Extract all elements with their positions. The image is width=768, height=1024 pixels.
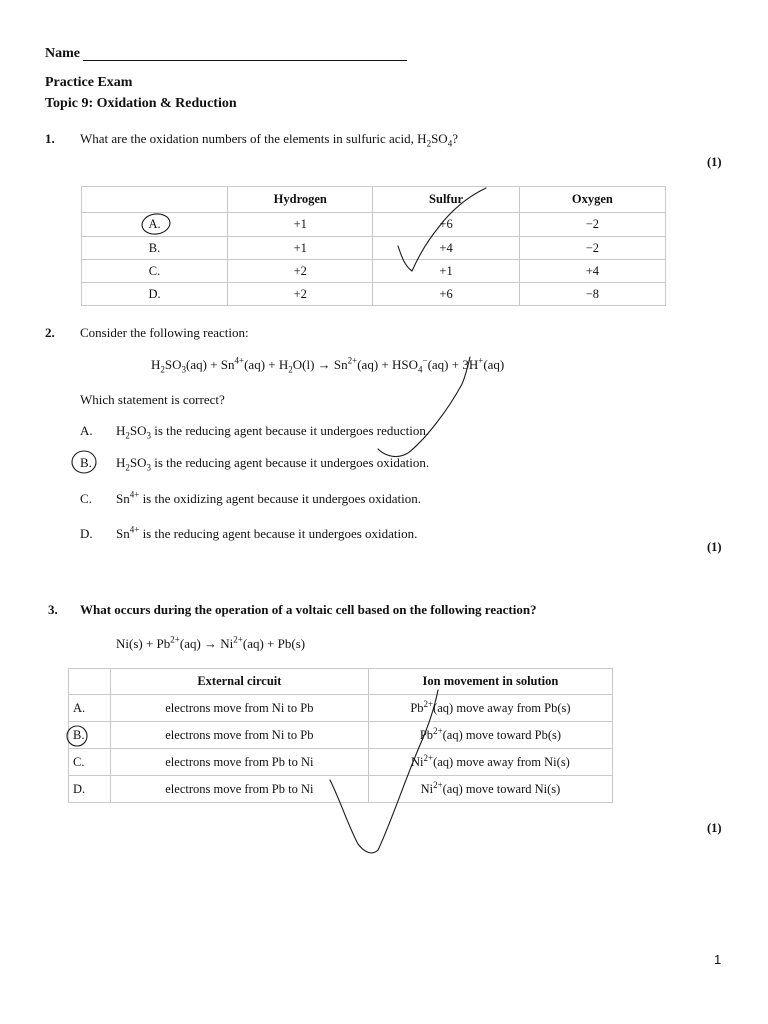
table-row bbox=[82, 260, 666, 283]
hydrogen-value: +1 bbox=[228, 237, 373, 260]
option-letter: A. bbox=[82, 213, 228, 237]
circuit-value: electrons move from Ni to Pb bbox=[110, 722, 368, 749]
q2-text: Consider the following reaction: bbox=[80, 325, 249, 340]
name-line bbox=[83, 60, 407, 61]
q3-number: 3. bbox=[48, 602, 58, 617]
hydrogen-value: +2 bbox=[228, 283, 373, 306]
q3-table-header bbox=[69, 669, 613, 695]
table-row bbox=[69, 722, 613, 749]
ion-movement: $Ni^{2+}(aq)$ move away from Ni(s) bbox=[368, 749, 612, 776]
circuit-value: electrons move from Pb to Ni bbox=[110, 776, 368, 803]
circuit-value: electrons move from Pb to Ni bbox=[110, 749, 368, 776]
hydrogen-value: +2 bbox=[228, 260, 373, 283]
oxygen-value: +4 bbox=[519, 260, 665, 283]
q3-header-circuit: External circuit bbox=[110, 669, 368, 695]
q1-number: 1. bbox=[45, 131, 55, 146]
q3-table bbox=[68, 668, 613, 803]
hydrogen-value: +1 bbox=[228, 213, 373, 237]
oxygen-value: −2 bbox=[519, 213, 665, 237]
q2-number: 2. bbox=[45, 325, 55, 340]
q1-header-blank bbox=[82, 187, 228, 213]
option-letter: B. bbox=[69, 722, 111, 749]
sulfur-value: +1 bbox=[373, 260, 519, 283]
oxygen-value: −2 bbox=[519, 237, 665, 260]
table-row bbox=[69, 695, 613, 722]
table-row bbox=[69, 776, 613, 803]
page-number: 1 bbox=[714, 952, 722, 967]
oxygen-value: −8 bbox=[519, 283, 665, 306]
q1-table-header bbox=[82, 187, 666, 213]
q3-header-ion: Ion movement in solution bbox=[368, 669, 612, 695]
q1-header-hydrogen: Hydrogen bbox=[228, 187, 373, 213]
q3-equation: $Ni(s) + Pb^{2+}(aq) \to Ni^{2+}(aq) + Pb(s)$ bbox=[116, 634, 306, 651]
name-label: Name bbox=[45, 46, 80, 61]
option-letter: B. bbox=[82, 237, 228, 260]
ion-movement: $Pb^{2+}(aq)$ move toward Pb(s) bbox=[368, 722, 612, 749]
option-letter: D. bbox=[80, 526, 93, 541]
option-letter: A. bbox=[80, 423, 93, 438]
q2-equation: $H_2SO_3(aq) + Sn^{4+}(aq) + H_2O(l) \to Sn^{2+}(aq) + HSO_4^-(aq) + 3H^+(aq)$ bbox=[151, 355, 505, 375]
option-letter: A. bbox=[69, 695, 111, 722]
q1-header-oxygen: Oxygen bbox=[519, 187, 665, 213]
q3-header-blank bbox=[69, 669, 111, 695]
option-letter: C. bbox=[69, 749, 111, 776]
circuit-value: electrons move from Ni to Pb bbox=[110, 695, 368, 722]
q2-option-c: $Sn^{4+}$ is the oxidizing agent because it undergoes oxidation. bbox=[116, 489, 422, 506]
topic-title: Topic 9: Oxidation & Reduction bbox=[45, 96, 237, 111]
q3-text: What occurs during the operation of a voltaic cell based on the following reaction? bbox=[80, 602, 537, 617]
option-letter: C. bbox=[82, 260, 228, 283]
q2-option-a: $H_2SO_3$ is the reducing agent because it undergoes reduction. bbox=[116, 423, 430, 441]
q2-option-b: $H_2SO_3$ is the reducing agent because it undergoes oxidation. bbox=[116, 455, 430, 473]
exam-title: Practice Exam bbox=[45, 75, 133, 90]
sulfur-value: +6 bbox=[373, 283, 519, 306]
sulfur-value: +4 bbox=[373, 237, 519, 260]
q2-question: Which statement is correct? bbox=[80, 392, 225, 407]
table-row bbox=[82, 283, 666, 306]
table-row bbox=[82, 213, 666, 237]
sulfur-value: +6 bbox=[373, 213, 519, 237]
option-letter: D. bbox=[69, 776, 111, 803]
q2-option-d: $Sn^{4+}$ is the reducing agent because it undergoes oxidation. bbox=[116, 524, 418, 541]
ion-movement: $Pb^{2+}(aq)$ move away from Pb(s) bbox=[368, 695, 612, 722]
ion-movement: $Ni^{2+}(aq)$ move toward Ni(s) bbox=[368, 776, 612, 803]
q2-marks: (1) bbox=[707, 540, 722, 554]
option-letter: D. bbox=[82, 283, 228, 306]
option-letter: C. bbox=[80, 491, 92, 506]
q1-header-sulfur: Sulfur bbox=[373, 187, 519, 213]
q3-marks: (1) bbox=[707, 821, 722, 835]
table-row bbox=[69, 749, 613, 776]
q1-marks: (1) bbox=[707, 155, 722, 169]
table-row bbox=[82, 237, 666, 260]
q1-table bbox=[81, 186, 666, 306]
option-letter: B. bbox=[80, 455, 92, 470]
q1-text: What are the oxidation numbers of the elements in sulfuric acid, $H_2SO_4$? bbox=[80, 131, 458, 149]
